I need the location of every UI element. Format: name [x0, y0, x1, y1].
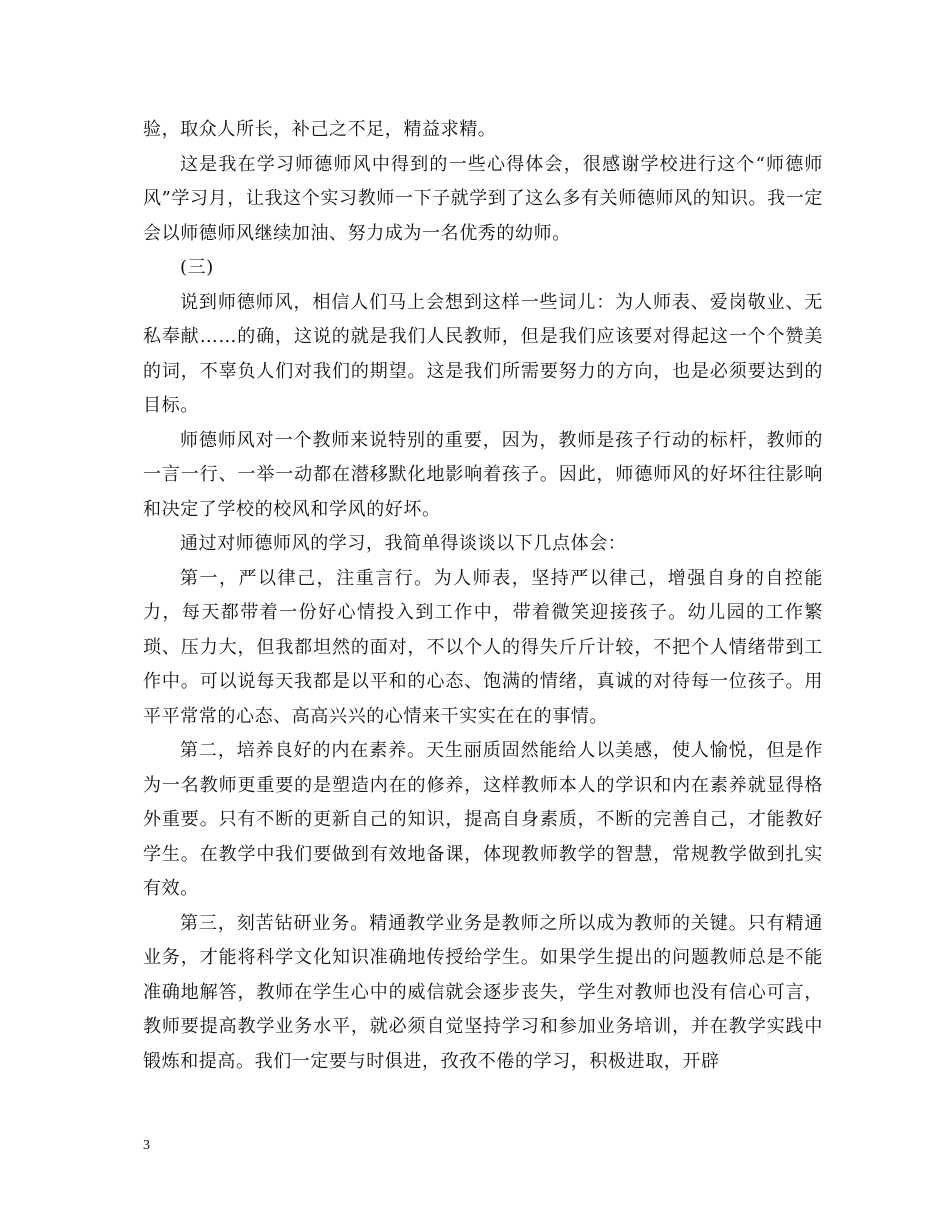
paragraph-point-two: 第二，培养良好的内在素养。天生丽质固然能给人以美感，使人愉悦，但是作为一名教师更重要的是塑造内在的修养，这样教师本人的学识和内在素养就显得格外重要。只有不断的更新自己的知识，提高自身素质，不断的完善自己，才能教好学生。在教学中我们要做到有效地备课，体现教师教学的智慧，常规教学做到扎实有效。	[143, 740, 823, 899]
document-body	[143, 113, 823, 1079]
paragraph-importance: 师德师风对一个教师来说特别的重要，因为，教师是孩子行动的标杆，教师的一言一行、一举一动都在潜移默化地影响着孩子。因此，师德师风的好坏往往影响和决定了学校的校风和学风的好坏。	[143, 429, 823, 520]
paragraph-continuation: 验，取众人所长，补己之不足，精益求精。	[143, 119, 497, 140]
page-number: 3	[143, 1138, 150, 1153]
paragraph-lead-in: 通过对师德师风的学习，我简单得谈谈以下几点体会：	[180, 533, 627, 554]
section-marker: (三)	[180, 257, 214, 278]
paragraph-thanks: 这是我在学习师德师风中得到的一些心得体会，很感谢学校进行这个“师德师风”学习月，让我这个实习教师一下子就学到了这么多有关师德师风的知识。我一定会以师德师风继续加油、努力成为一名优秀的幼师。	[143, 153, 823, 244]
paragraph-point-one: 第一，严以律己，注重言行。为人师表，坚持严以律己，增强自身的自控能力，每天都带着一份好心情投入到工作中，带着微笑迎接孩子。幼儿园的工作繁琐、压力大，但我都坦然的面对，不以个人的得失斤斤计较，不把个人情绪带到工作中。可以说每天我都是以平和的心态、饱满的情绪，真诚的对待每一位孩子。用平平常常的心态、高高兴兴的心情来干实实在在的事情。	[143, 567, 823, 727]
paragraph-point-three: 第三，刻苦钻研业务。精通教学业务是教师之所以成为教师的关键。只有精通业务，才能将科学文化知识准确地传授给学生。如果学生提出的问题教师总是不能准确地解答，教师在学生心中的威信就会逐步丧失，学生对教师也没有信心可言，教师要提高教学业务水平，就必须自觉坚持学习和参加业务培训，并在教学实践中锻炼和提高。我们一定要与时俱进，孜孜不倦的学习，积极进取，开辟	[143, 912, 823, 1072]
paragraph-intro: 说到师德师风，相信人们马上会想到这样一些词儿：为人师表、爱岗敬业、无私奉献……的确，这说的就是我们人民教师，但是我们应该要对得起这一个个赞美的词，不辜负人们对我们的期望。这是我们所需要努力的方向，也是必须要达到的目标。	[143, 291, 823, 416]
